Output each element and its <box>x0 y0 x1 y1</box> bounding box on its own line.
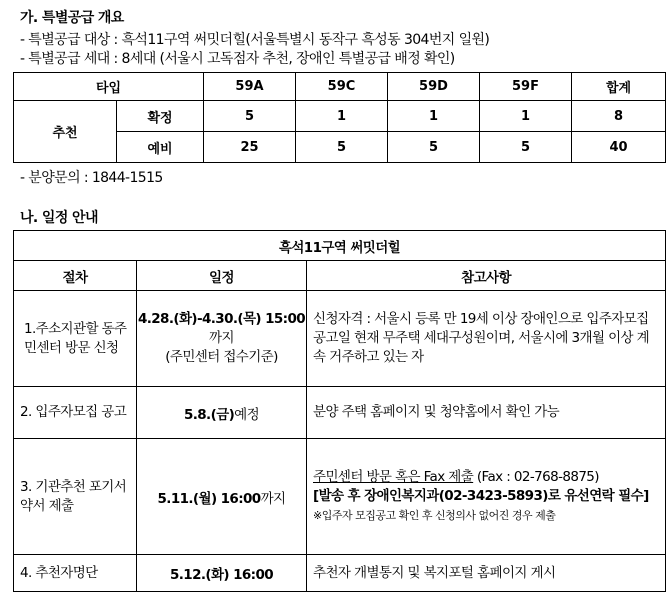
step-cell <box>14 439 137 555</box>
date-bold: 5.8.(금) <box>183 406 235 423</box>
header-step: 절차 <box>14 261 137 291</box>
cell: 1 <box>480 101 572 132</box>
header-59f: 59F <box>480 73 572 101</box>
note-text: 추천자 개별통지 및 복지포털 홈페이지 게시 <box>313 564 556 581</box>
step-text: 1.주소지관할 동주민센터 방문 신청 <box>24 320 127 356</box>
note-fax: (Fax : 02-768-8875) <box>473 469 599 485</box>
units-line: - 특별공급 세대 : 8세대 (서울시 고독점자 추천, 장애인 특별공급 배정 확인) <box>20 51 455 67</box>
date-cell <box>137 291 307 387</box>
date-bold: 4.28.(화)-4.30.(목) 15:00 <box>137 311 306 327</box>
schedule-title-row <box>14 231 666 261</box>
date-tail: 까지 <box>260 490 286 507</box>
note-text: 분양 주택 홈페이지 및 청약홈에서 확인 가능 <box>313 404 560 420</box>
cell: 5 <box>204 101 296 132</box>
step-cell <box>14 555 137 592</box>
date-tail: 까지 <box>209 330 234 346</box>
step-text: 2. 입주자모집 공고 <box>20 404 127 420</box>
note-cell <box>307 291 666 387</box>
header-type: 타입 <box>14 73 204 101</box>
header-59c: 59C <box>296 73 388 101</box>
note-underline: 주민센터 방문 혹은 Fax 제출 <box>313 469 474 485</box>
cell: 5 <box>480 132 572 163</box>
section-b-title: 나. 일정 안내 <box>20 210 98 226</box>
schedule-row-2 <box>14 387 666 439</box>
schedule-header-row <box>14 261 666 291</box>
note-text: 신청자격 : 서울시 등록 만 19세 이상 장애인으로 입주자모집공고일 현재 무주택 세대구성원이며, 서울시에 3개월 이상 계속 거주하고 있는 자 <box>313 311 650 365</box>
header-total: 합계 <box>572 73 666 101</box>
date-sub: (주민센터 접수기준) <box>165 349 278 365</box>
date-tail: 예정 <box>234 406 260 423</box>
supply-header-row <box>14 73 666 101</box>
cell: 5 <box>388 132 480 163</box>
cell: 1 <box>388 101 480 132</box>
date-bold: 5.11.(월) 16:00 <box>157 490 261 507</box>
step-text: 3. 기관추천 포기서약서 제출 <box>20 478 127 514</box>
cell: 1 <box>296 101 388 132</box>
note-bold: [발송 후 장애인복지과(02-3423-5893)로 유선연락 필수] <box>313 488 649 504</box>
step-text: 4. 추천자명단 <box>20 564 98 581</box>
schedule-row-1 <box>14 291 666 387</box>
header-note: 참고사항 <box>307 261 666 291</box>
note-cell <box>307 555 666 592</box>
note-cell <box>307 387 666 439</box>
cell: 40 <box>572 132 666 163</box>
date-cell <box>137 387 307 439</box>
supply-row-confirmed <box>14 101 666 132</box>
header-59d: 59D <box>388 73 480 101</box>
supply-table <box>13 72 666 163</box>
schedule-title: 흑석11구역 써밋더힐 <box>14 231 666 261</box>
cell: 8 <box>572 101 666 132</box>
date-bold: 5.12.(화) 16:00 <box>169 567 274 583</box>
row-label: 확정 <box>117 101 204 132</box>
cell: 25 <box>204 132 296 163</box>
header-59a: 59A <box>204 73 296 101</box>
note-small: ※입주자 모집공고 확인 후 신청의사 없어진 경우 제출 <box>313 509 556 522</box>
date-cell <box>137 555 307 592</box>
section-a-title: 가. 특별공급 개요 <box>20 10 124 26</box>
cell: 5 <box>296 132 388 163</box>
target-line: - 특별공급 대상 : 흑석11구역 써밋더힐(서울특별시 동작구 흑성동 304번지 일원) <box>20 32 490 48</box>
schedule-row-4 <box>14 555 666 592</box>
date-cell <box>137 439 307 555</box>
step-cell <box>14 387 137 439</box>
schedule-table <box>13 230 666 592</box>
header-date: 일정 <box>137 261 307 291</box>
step-cell <box>14 291 137 387</box>
note-cell <box>307 439 666 555</box>
group-label: 추천 <box>14 101 117 163</box>
schedule-row-3 <box>14 439 666 555</box>
row-label: 예비 <box>117 132 204 163</box>
inquiry-line: - 분양문의 : 1844-1515 <box>20 170 163 186</box>
